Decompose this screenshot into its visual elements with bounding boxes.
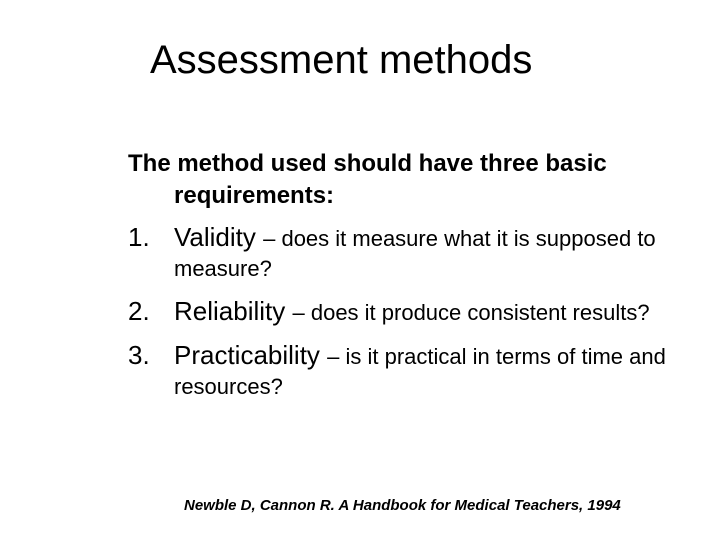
intro-text: The method used should have three basic requirements: xyxy=(128,150,607,209)
slide-title: Assessment methods xyxy=(150,38,533,82)
list-term: Validity xyxy=(174,222,264,252)
citation: Newble D, Cannon R. A Handbook for Medical Teachers, 1994 xyxy=(184,497,621,514)
list-item-body xyxy=(174,220,698,284)
list-term: Reliability xyxy=(174,296,293,326)
list-item-validity xyxy=(128,220,698,284)
list-item-reliability xyxy=(128,294,698,328)
list-number: 2. xyxy=(128,296,150,326)
list-term: Practicability xyxy=(174,340,328,370)
list-item-body xyxy=(174,294,698,328)
list-description: – is it practical in terms of time and resources? xyxy=(174,344,666,399)
slide-content xyxy=(128,148,698,412)
list-description: – does it measure what it is supposed to measure? xyxy=(174,226,656,281)
list-description: – does it produce consistent results? xyxy=(292,300,650,325)
list-item-body xyxy=(174,338,698,402)
list-item-practicability xyxy=(128,338,698,402)
list-number: 1. xyxy=(128,222,150,252)
list-number: 3. xyxy=(128,340,150,370)
